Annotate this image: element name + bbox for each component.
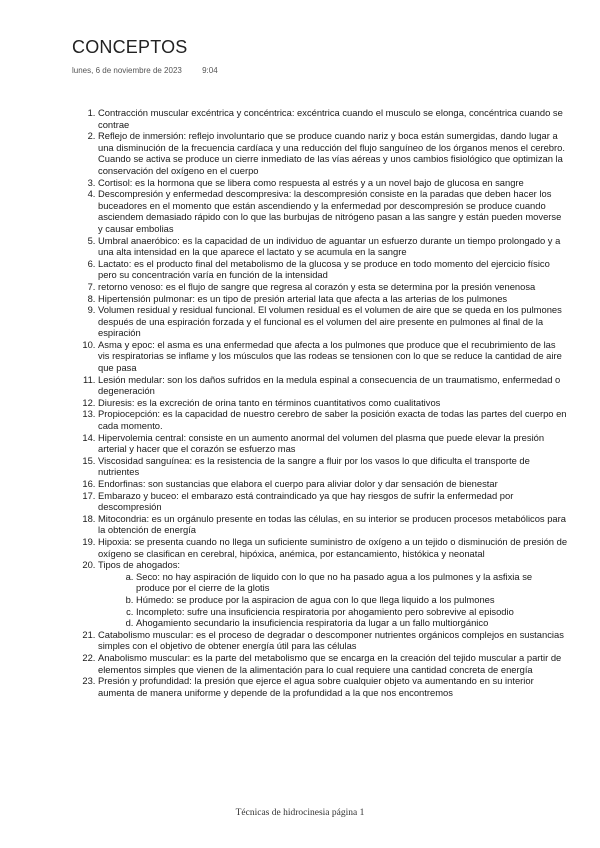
page-meta [72,66,218,75]
list-item: 18. Mitocondria: es un orgánulo presente en todas las células, en su interior se producen procesos metabólicos para la obtención de energía [98,513,568,536]
list-item: 17. Embarazo y buceo: el embarazo está contraindicado ya que hay riesgos de sufrir la enfermedad por descompresión [98,490,568,513]
list-item: 14. Hipervolemia central: consiste en un aumento anormal del volumen del plasma que puede elevar la presión arterial y hacer que el corazón se esfuerzo mas [98,432,568,455]
ahogados-sublist [98,571,568,629]
list-item: 3. Cortisol: es la hormona que se libera como respuesta al estrés y a un novel bajo de glucosa en sangre [98,177,568,189]
list-item: 8. Hipertensión pulmonar: es un tipo de presión arterial lata que afecta a las arterias de los pulmones [98,293,568,305]
page-date: lunes, 6 de noviembre de 2023 [72,66,182,75]
list-item: 19. Hipoxia: se presenta cuando no llega un suficiente suministro de oxígeno a un tejido o disminución de presión de oxígeno se clasifican en cerebral, hipóxica, anémica, por estancamiento, histókica y neonatal [98,536,568,559]
list-item: 15. Viscosidad sanguínea: es la resistencia de la sangre a fluir por los vasos lo que dificulta el transporte de nutrientes [98,455,568,478]
list-item: 4. Descompresión y enfermedad descompresiva: la descompresión consiste en la paradas que deben hacer los buceadores en el momento que están ascendiendo y la enfermedad por descompresión se produce cuando asciendem demasiado rápido con lo que las burbujas de nitrógeno pasan a las sangre y están pueden moverse y causar embolias [98,188,568,234]
list-item: 2. Reflejo de inmersión: reflejo involuntario que se produce cuando nariz y boca están sumergidas, dando lugar a una disminución de la frecuencia cardíaca y una reducción del flujo sanguíneo de los órganos menos el cerebro. Cuando se activa se produce un cierre inmediato de las vías aéreas y unos cambios fisiológico que optimizan la conservación del oxígeno en el cuerpo [98,130,568,176]
concepts-list [70,107,568,698]
list-item: 5. Umbral anaeróbico: es la capacidad de un individuo de aguantar un esfuerzo durante un tiempo prolongado y a una alta intensidad en la que aparece el lactato y se acumula en la sangre [98,235,568,258]
list-item-label: Tipos de ahogados: [98,559,181,571]
list-item: 1. Contracción muscular excéntrica y concéntrica: excéntrica cuando el musculo se elonga, concéntrica cuando se contrae [98,107,568,130]
list-item: 10. Asma y epoc: el asma es una enfermedad que afecta a los pulmones que produce que el recubrimiento de las vis respiratorias se inflame y los músculos que las rodeas se tensionen con lo que se reduce la cantidad de aire que pasa [98,339,568,374]
list-item-ahogados [98,559,568,629]
list-item: 11. Lesión medular: son los daños sufridos en la medula espinal a consecuencia de un traumatismo, enfermedad o degeneración [98,374,568,397]
page-footer: Técnicas de hidrocinesia página 1 [235,808,365,818]
list-item: 21. Catabolismo muscular: es el proceso de degradar o descomponer nutrientes orgánicos complejos en sustancias simples con el objetivo de obtener energía útil para las células [98,629,568,652]
list-item: 7. retorno venoso: es el flujo de sangre que regresa al corazón y esta se determina por la presión venenosa [98,281,568,293]
list-item: 13. Propiocepción: es la capacidad de nuestro cerebro de saber la posición exacta de todas las partes del cuerpo en cada momento. [98,408,568,431]
sub-list-item: c. Incompleto: sufre una insuficiencia respiratoria por ahogamiento pero sobrevive al episodio [136,606,568,618]
list-item: 22. Anabolismo muscular: es la parte del metabolismo que se encarga en la creación del tejido muscular a partir de elementos simples que vienen de la alimentación para lo cual requiere una cantidad concreta de energía [98,652,568,675]
sub-list-item: b. Húmedo: se produce por la aspiracion de agua con lo que llega liquido a los pulmones [136,594,568,606]
list-item: 23. Presión y profundidad: la presión que ejerce el agua sobre cualquier objeto va aumentando en su interior aumenta de manera uniforme y depende de la profundidad a la que nos encontremos [98,675,568,698]
sub-list-item: a. Seco: no hay aspiración de liquido con lo que no ha pasado agua a los pulmones y la asfixia se produce por el cierre de la glotis [136,571,568,594]
list-item: 12. Diuresis: es la excreción de orina tanto en términos cuantitativos como cualitativos [98,397,568,409]
page-title: CONCEPTOS [72,37,188,57]
page-time: 9:04 [202,66,218,75]
list-item: 9. Volumen residual y residual funcional. El volumen residual es el volumen de aire que se queda en los pulmones después de una espiración forzada y el funcional es el volumen del aire presente en pulmones al final de la espiración [98,304,568,339]
list-item: 16. Endorfinas: son sustancias que elabora el cuerpo para aliviar dolor y dar sensación de bienestar [98,478,568,490]
list-item: 6. Lactato: es el producto final del metabolismo de la glucosa y se produce en todo momento del ejercicio físico pero su concentración varía en función de la intensidad [98,258,568,281]
sub-list-item: d. Ahogamiento secundario la insuficiencia respiratoria da lugar a un fallo multiorgánico [136,617,568,629]
